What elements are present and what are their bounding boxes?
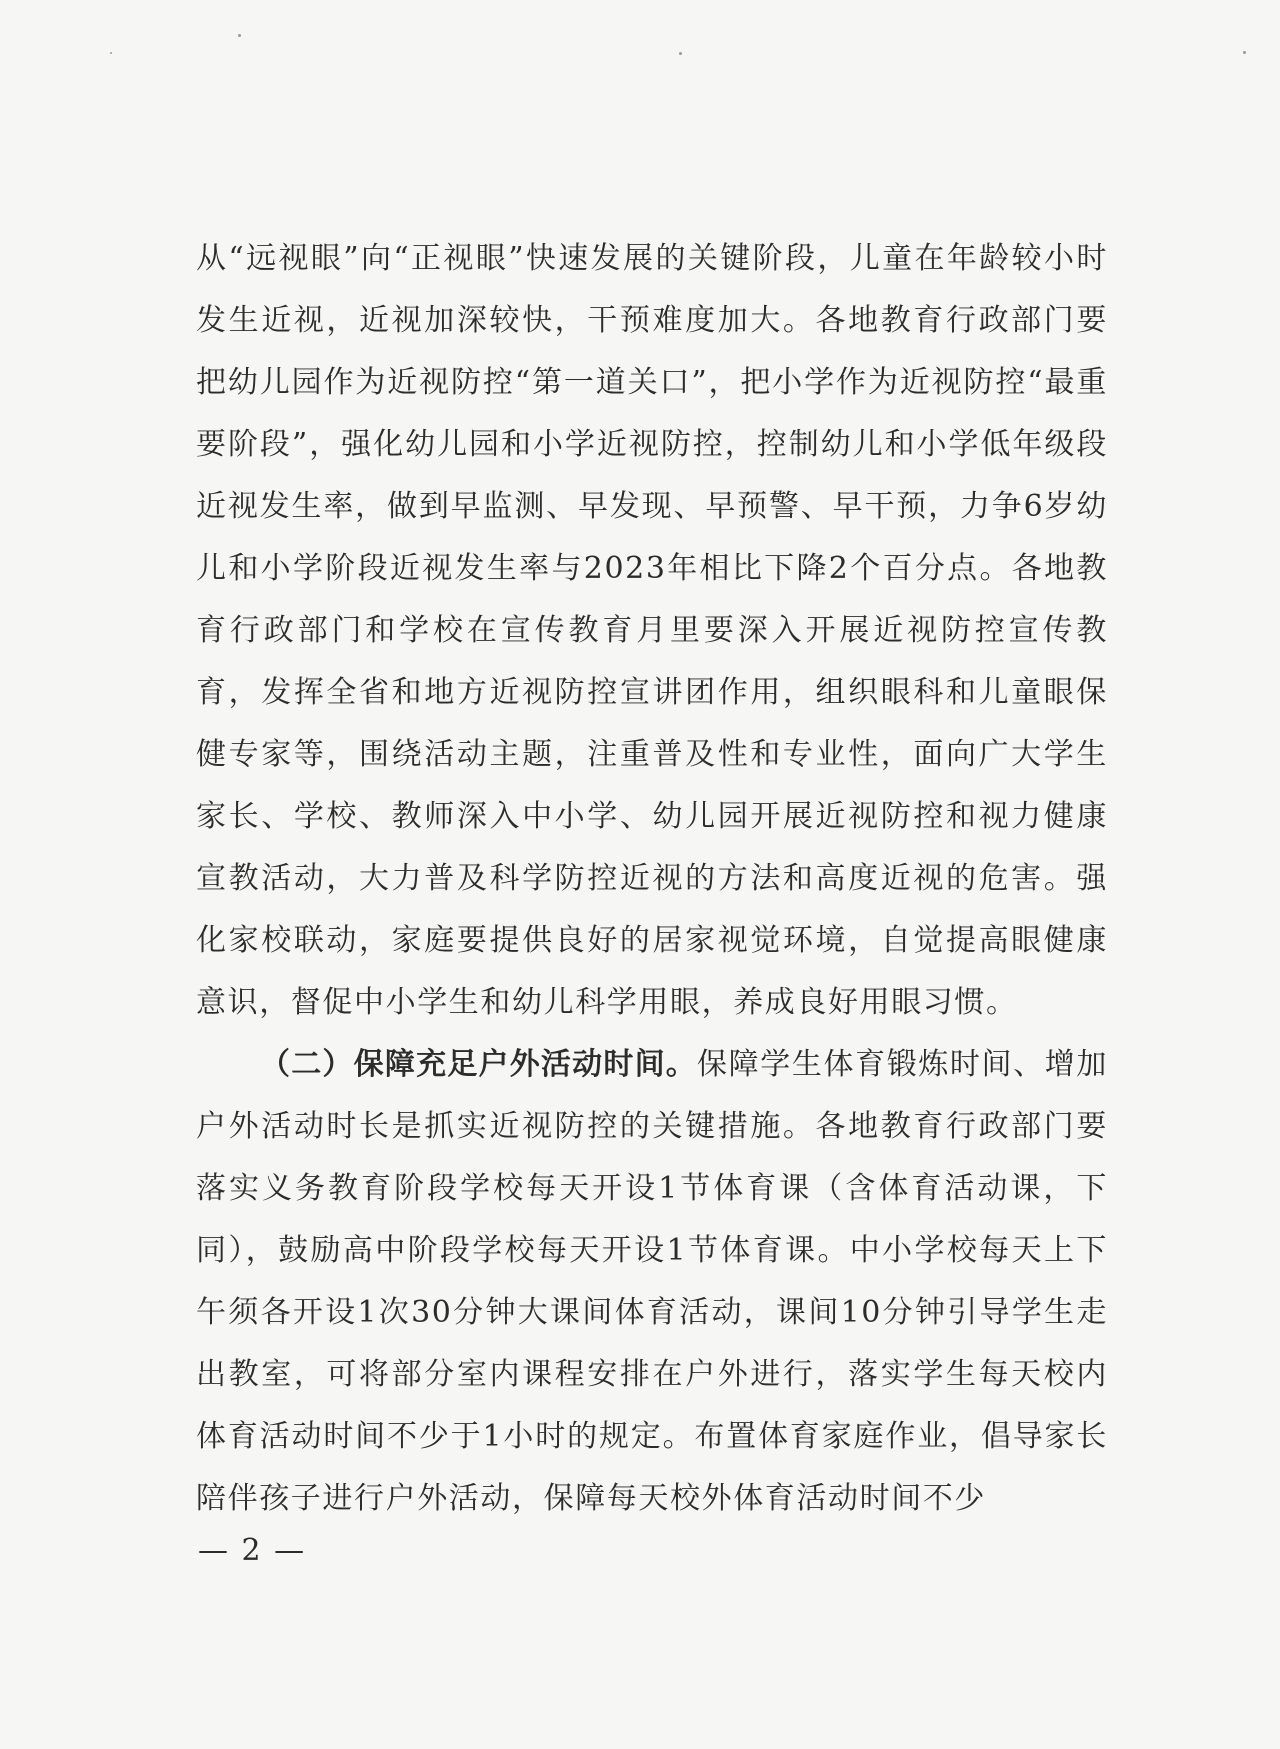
scan-speck — [238, 34, 241, 37]
document-body — [196, 228, 1108, 1530]
paragraph-section-two — [196, 1034, 1108, 1530]
paragraph-text: 保障学生体育锻炼时间、增加户外活动时长是抓实近视防控的关键措施。各地教育行政部门要落实义务教育阶段学校每天开设1节体育课（含体育活动课，下同），鼓励高中阶段学校每天开设1节体育课。中小学校每天上下午须各开设1次30分钟大课间体育活动，课间10分钟引导学生走出教室，可将部分室内课程安排在户外进行，落实学生每天校内体育活动时间不少于1小时的规定。布置体育家庭作业，倡导家长陪伴孩子进行户外活动，保障每天校外体育活动时间不少 — [196, 1047, 1108, 1516]
scan-speck — [110, 52, 112, 54]
page-number: — 2 — — [198, 1533, 307, 1568]
scan-speck — [679, 52, 682, 55]
section-heading: （二）保障充足户外活动时间。 — [260, 1047, 698, 1082]
paragraph-text: 从“远视眼”向“正视眼”快速发展的关键阶段，儿童在年龄较小时发生近视，近视加深较快，干预难度加大。各地教育行政部门要把幼儿园作为近视防控“第一道关口”，把小学作为近视防控“最重要阶段”，强化幼儿园和小学近视防控，控制幼儿和小学低年级段近视发生率，做到早监测、早发现、早预警、早干预，力争6岁幼儿和小学阶段近视发生率与2023年相比下降2个百分点。各地教育行政部门和学校在宣传教育月里要深入开展近视防控宣传教育，发挥全省和地方近视防控宣讲团作用，组织眼科和儿童眼保健专家等，围绕活动主题，注重普及性和专业性，面向广大学生家长、学校、教师深入中小学、幼儿园开展近视防控和视力健康宣教活动，大力普及科学防控近视的方法和高度近视的危害。强化家校联动，家庭要提供良好的居家视觉环境，自觉提高眼健康意识，督促中小学生和幼儿科学用眼，养成良好用眼习惯。 — [196, 241, 1108, 1020]
scan-speck — [1243, 51, 1246, 54]
paragraph-continued — [196, 228, 1108, 1034]
